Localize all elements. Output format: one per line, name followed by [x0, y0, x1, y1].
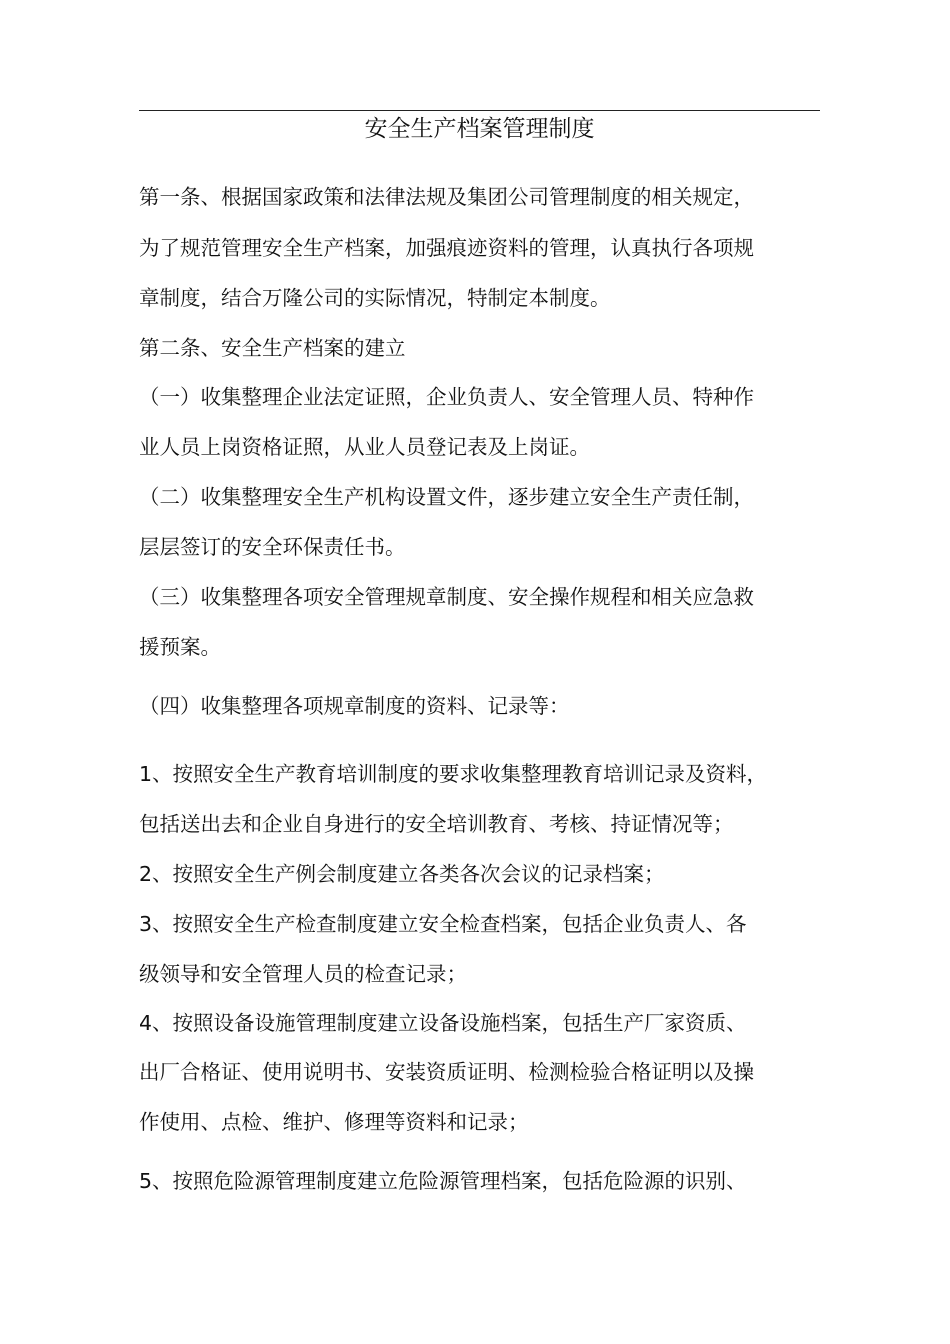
body-line: 第一条、根据国家政策和法律法规及集团公司管理制度的相关规定，	[139, 185, 754, 209]
body-line: 第二条、安全生产档案的建立	[139, 336, 406, 360]
body-line: 章制度，结合万隆公司的实际情况，特制定本制度。	[139, 286, 611, 310]
body-line: 包括送出去和企业自身进行的安全培训教育、考核、持证情况等；	[139, 812, 734, 836]
header-rule	[139, 110, 820, 111]
body-line: （三）收集整理各项安全管理规章制度、安全操作规程和相关应急救	[139, 585, 754, 609]
body-line: （一）收集整理企业法定证照，企业负责人、安全管理人员、特种作	[139, 385, 754, 409]
body-line: 3、按照安全生产检查制度建立安全检查档案，包括企业负责人、各	[139, 912, 747, 936]
body-line: 级领导和安全管理人员的检查记录；	[139, 962, 467, 986]
body-line: （四）收集整理各项规章制度的资料、记录等：	[139, 694, 570, 718]
body-line: 援预案。	[139, 635, 221, 659]
body-line: 层层签订的安全环保责任书。	[139, 535, 406, 559]
body-line: 1、按照安全生产教育培训制度的要求收集整理教育培训记录及资料，	[139, 762, 768, 786]
body-line: 业人员上岗资格证照，从业人员登记表及上岗证。	[139, 435, 590, 459]
body-line: 5、按照危险源管理制度建立危险源管理档案，包括危险源的识别、	[139, 1169, 747, 1193]
body-line: （二）收集整理安全生产机构设置文件，逐步建立安全生产责任制，	[139, 485, 754, 509]
body-line: 2、按照安全生产例会制度建立各类各次会议的记录档案；	[139, 862, 665, 886]
body-line: 为了规范管理安全生产档案，加强痕迹资料的管理，认真执行各项规	[139, 236, 754, 260]
body-line: 作使用、点检、维护、修理等资料和记录；	[139, 1110, 529, 1134]
body-line: 4、按照设备设施管理制度建立设备设施档案，包括生产厂家资质、	[139, 1011, 747, 1035]
document-title: 安全生产档案管理制度	[364, 116, 595, 142]
body-line: 出厂合格证、使用说明书、安装资质证明、检测检验合格证明以及操	[139, 1060, 754, 1084]
